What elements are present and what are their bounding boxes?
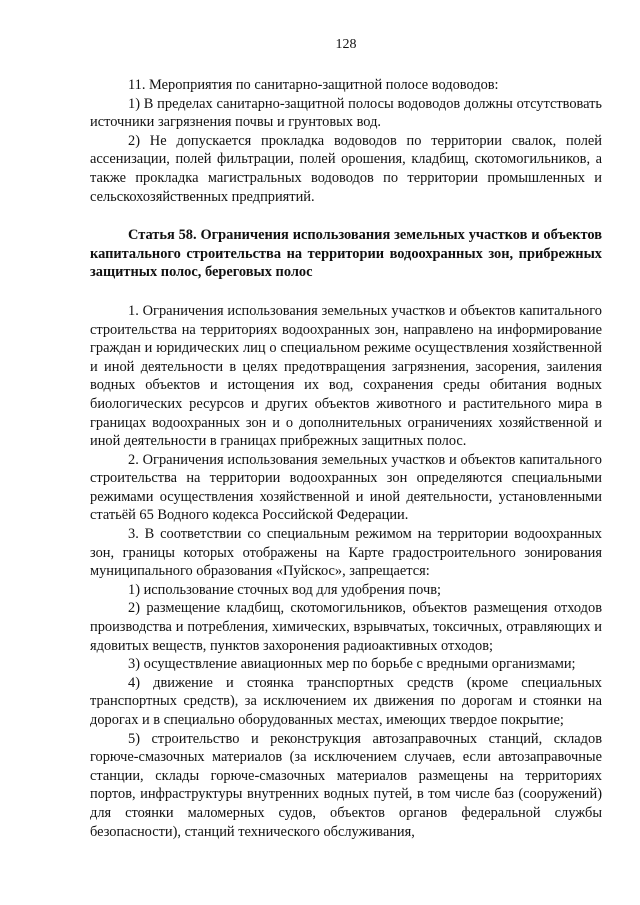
article-paragraph-1: 1. Ограничения использования земельных участков и объектов капитального строительства на территориях водоохранных зон, направлено на информирование граждан и юридических лиц о специальном режиме осуществления хозяйственной и иной деятельности в целях предотвращения загрязнения, засорения, заиления водных объектов и истощения их вод, сохранения среды обитания водных биологических ресурсов и других объектов животного и растительного мира в границах водоохранных зон и о дополнительных ограничениях хозяйственной и иной деятельности в границах прибрежных защитных полос.	[90, 302, 602, 450]
article-list-item-5: 5) строительство и реконструкция автозаправочных станций, складов горюче-смазочных материалов (за исключением случаев, если автозаправочные станции, склады горюче-смазочных материалов размещены на территориях портов, инфраструктуры внутренних водных путей, в том числе баз (сооружений) для стоянки маломерных судов, объектов органов федеральной службы безопасности), станций технического обслуживания,	[90, 730, 602, 840]
section-11-title: 11. Мероприятия по санитарно-защитной полосе водоводов:	[128, 77, 499, 93]
section-11-item-2: 2) Не допускается прокладка водоводов по территории свалок, полей ассенизации, полей фильтрации, полей орошения, кладбищ, скотомогильников, а также прокладка магистральных водоводов по территории промышленных и сельскохозяйственных предприятий.	[90, 132, 602, 205]
article-list-item-2: 2) размещение кладбищ, скотомогильников, объектов размещения отходов производства и потребления, химических, взрывчатых, токсичных, отравляющих и ядовитых веществ, пунктов захоронения радиоактивных отходов;	[90, 600, 602, 654]
article-list-item-1: 1) использование сточных вод для удобрения почв;	[128, 581, 442, 598]
article-paragraph-3: 3. В соответствии со специальным режимом на территории водоохранных зон, границы которых отображены на Карте градостроительного зонирования муниципального образования «Пуйскос», запрещается:	[90, 526, 602, 580]
section-11-item-1: 1) В пределах санитарно-защитной полосы водоводов должны отсутствовать источники загрязнения почвы и грунтовых вод.	[90, 95, 602, 131]
article-list-item-4: 4) движение и стоянка транспортных средств (кроме специальных транспортных средств), за исключением их движения по дорогам и стоянки на дорогах и в специально оборудованных местах, имеющих твердое покрытие;	[90, 674, 602, 728]
page-content	[90, 76, 602, 841]
article-paragraph-2: 2. Ограничения использования земельных участков и объектов капитального строительства на территории водоохранных зон определяются специальными режимами осуществления хозяйственной и иной деятельности, установленными статьёй 65 Водного кодекса Российской Федерации.	[90, 451, 602, 524]
article-heading: Статья 58. Ограничения использования земельных участков и объектов капитального строительства на территории водоохранных зон, прибрежных защитных полос, береговых полос	[90, 227, 602, 281]
article-list-item-3: 3) осуществление авиационных мер по борьбе с вредными организмами;	[128, 656, 576, 673]
document-page	[90, 0, 602, 905]
page-number: 128	[335, 37, 357, 52]
